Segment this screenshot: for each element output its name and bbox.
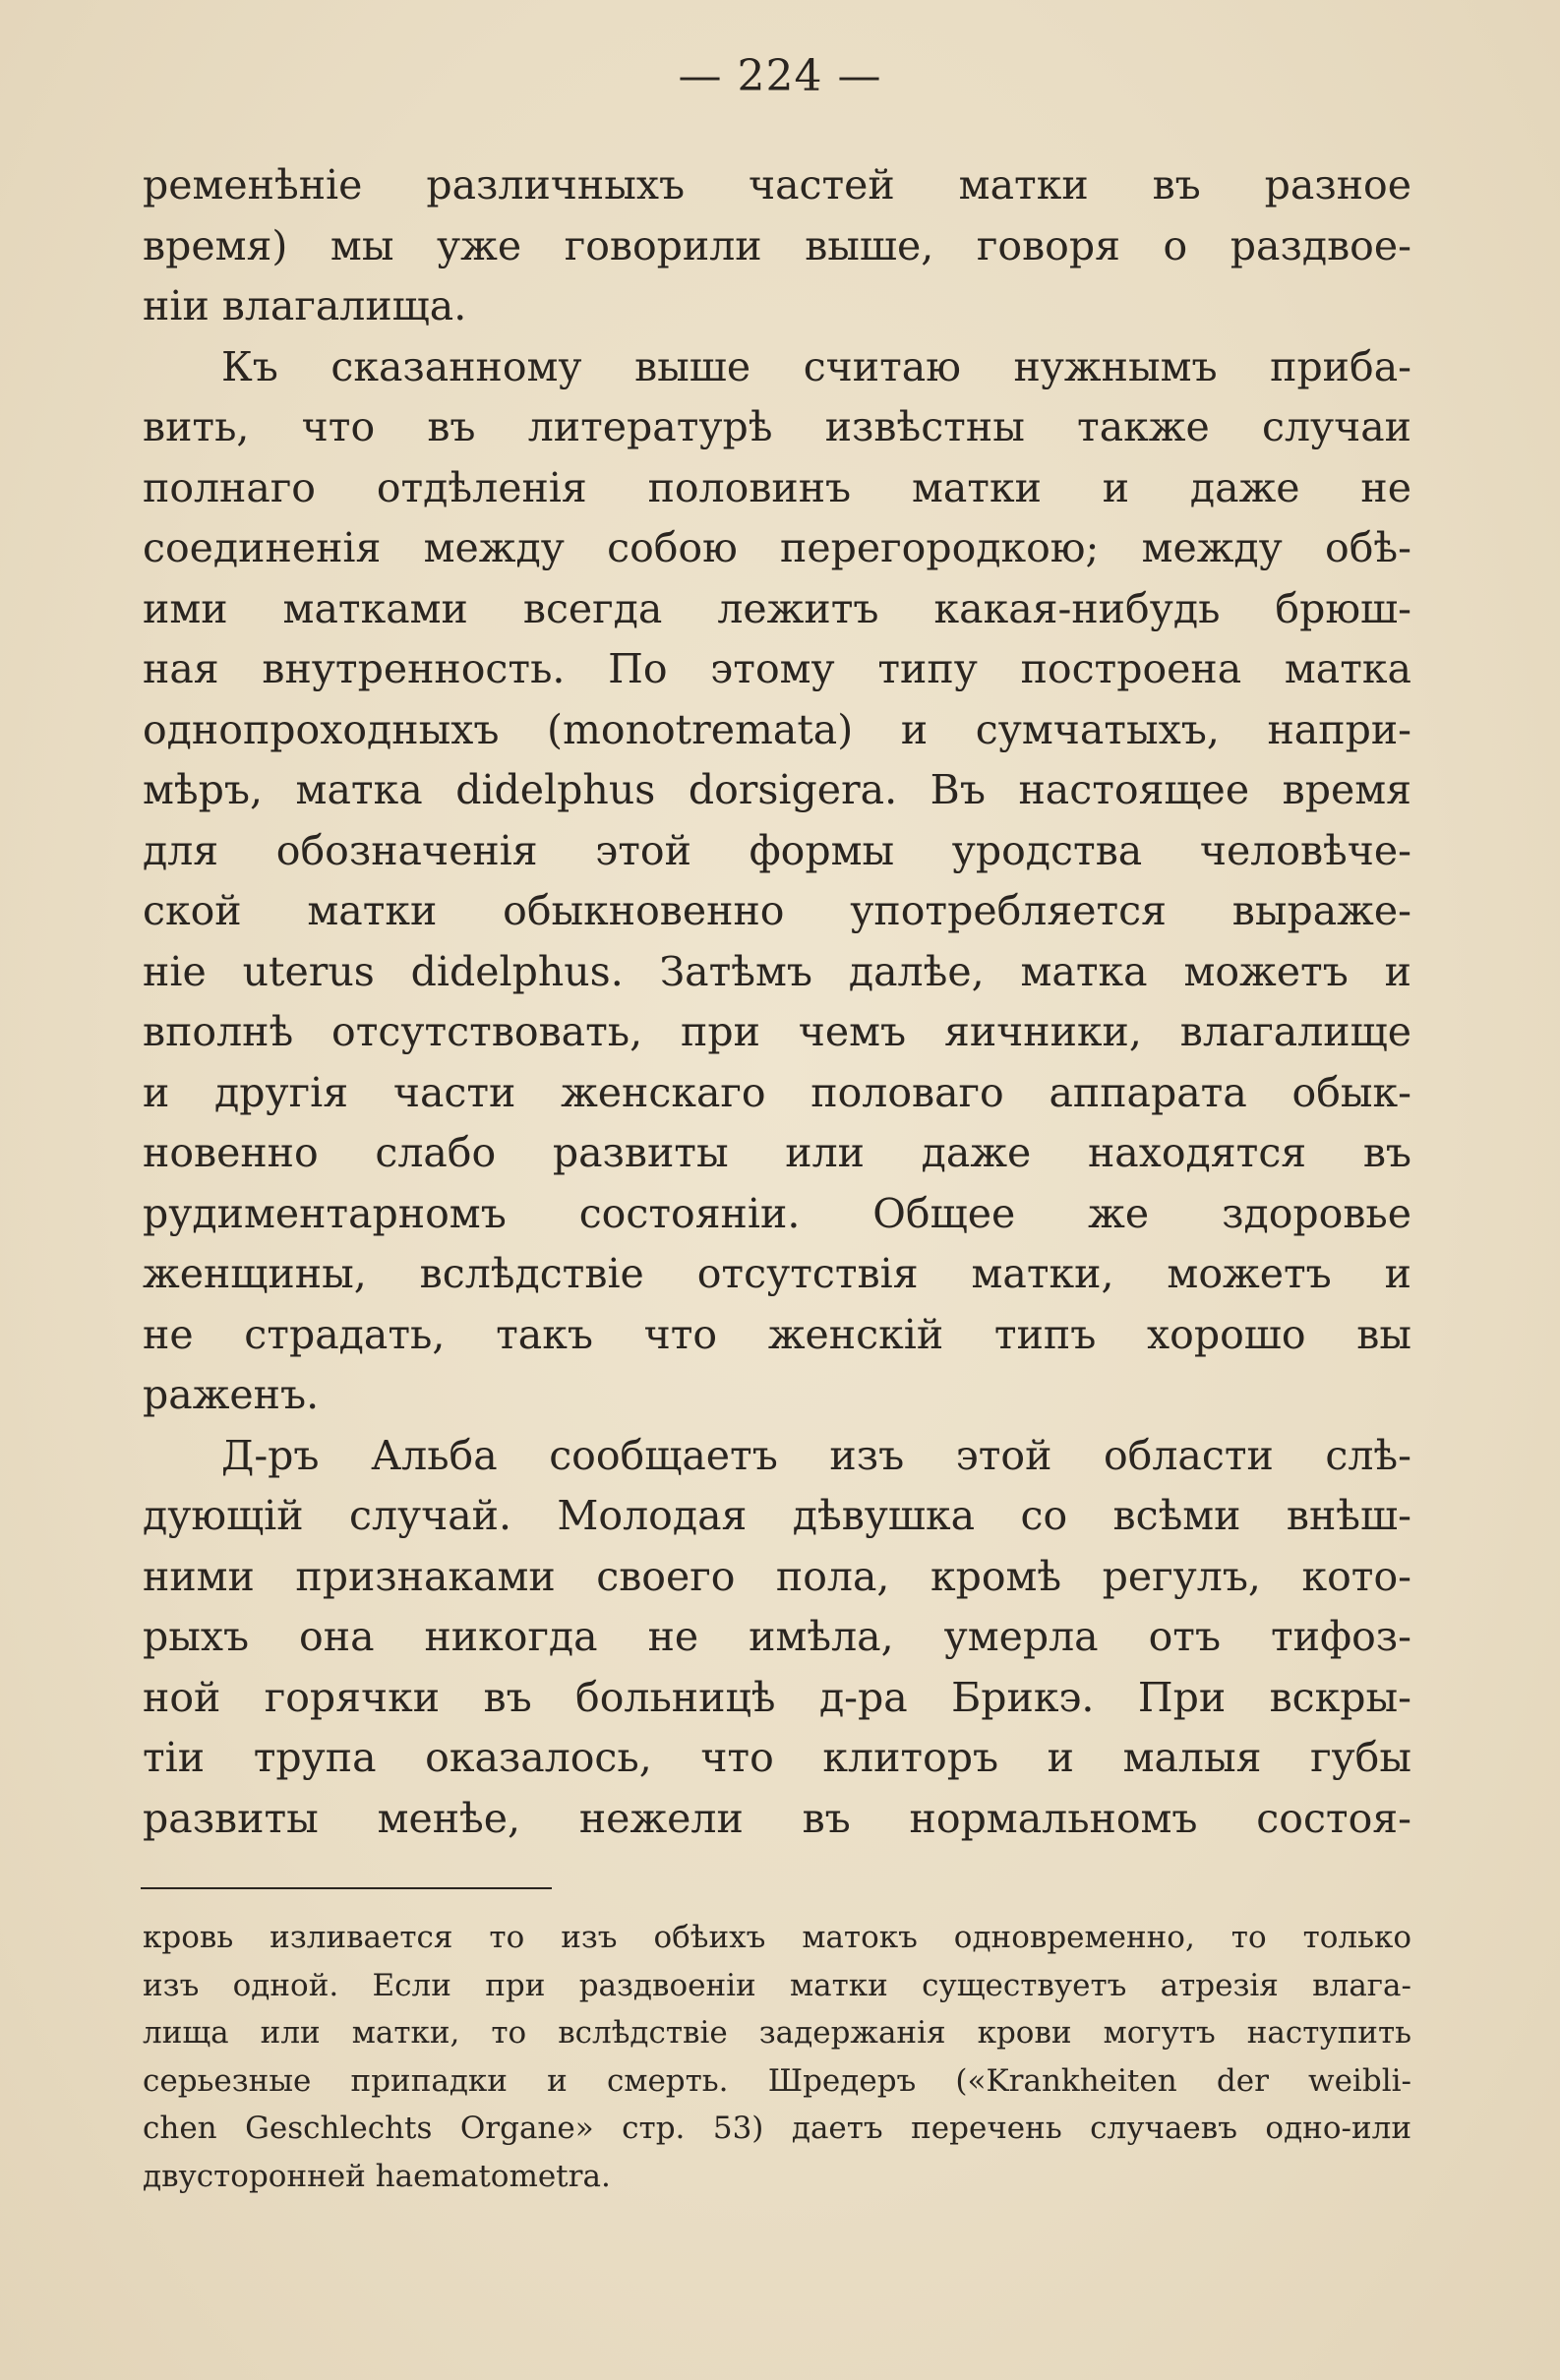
footnote-line: лища или матки, то вслѣдствіе задержанія крови могутъ наступить: [143, 2015, 1411, 2051]
text-line: соединенія между собою перегородкою; между обѣ-: [143, 524, 1411, 571]
text-line: тіи трупа оказалось, что клиторъ и малыя губы: [143, 1734, 1411, 1781]
footnote-line: двусторонней haematometra.: [143, 2158, 611, 2194]
text-line: ная внутренность. По этому типу построена матка: [143, 645, 1411, 692]
text-line: ной горячки въ больницѣ д-ра Брикэ. При вскры-: [143, 1673, 1411, 1721]
footnote-line: серьезные припадки и смерть. Шредеръ («Krankheiten der weibli-: [143, 2062, 1411, 2099]
text-line: и другія части женскаго половаго аппарата обык-: [143, 1068, 1411, 1116]
text-line: ніи влагалища.: [143, 282, 467, 329]
text-line: однопроходныхъ (monotremata) и сумчатыхъ, напри-: [143, 705, 1411, 753]
page-number: — 224 —: [678, 51, 882, 101]
footnote: [143, 1914, 1411, 2200]
text-line: полнаго отдѣленія половинъ матки и даже не: [143, 463, 1411, 511]
text-line: раженъ.: [143, 1371, 320, 1418]
footnote-line: изъ одной. Если при раздвоеніи матки существуетъ атрезія влага-: [143, 1967, 1411, 2003]
text-line: Д-ръ Альба сообщаетъ изъ этой области слѣ-: [221, 1431, 1411, 1479]
text-line: вить, что въ литературѣ извѣстны также случаи: [143, 403, 1411, 450]
text-line: Къ сказанному выше считаю нужнымъ приба-: [221, 342, 1411, 390]
footnote-divider: [141, 1887, 552, 1889]
text-line: мѣръ, матка didelphus dorsigera. Въ настоящее время: [143, 766, 1411, 813]
text-line: ними признаками своего пола, кромѣ регулъ, кото-: [143, 1552, 1411, 1600]
text-line: ременѣніе различныхъ частей матки въ разное: [143, 161, 1411, 208]
main-text: [143, 155, 1411, 1849]
text-line: женщины, вслѣдствіе отсутствія матки, можетъ и: [143, 1250, 1411, 1297]
text-line: ими матками всегда лежитъ какая-нибудь брюш-: [143, 584, 1411, 632]
text-line: рыхъ она никогда не имѣла, умерла отъ тифоз-: [143, 1613, 1411, 1660]
text-line: дующій случай. Молодая дѣвушка со всѣми внѣш-: [143, 1492, 1411, 1539]
text-line: ніе uterus didelphus. Затѣмъ далѣе, матка можетъ и: [143, 947, 1411, 995]
text-line: развиты менѣе, нежели въ нормальномъ состоя-: [143, 1794, 1411, 1842]
footnote-line: кровь изливается то изъ обѣихъ матокъ одновременно, то только: [143, 1920, 1411, 1955]
text-line: время) мы уже говорили выше, говоря о раздвое-: [143, 221, 1411, 269]
text-line: ской матки обыкновенно употребляется выраже-: [143, 887, 1411, 934]
text-line: рудиментарномъ состояніи. Общее же здоровье: [143, 1189, 1411, 1237]
text-line: новенно слабо развиты или даже находятся въ: [143, 1129, 1411, 1176]
text-line: не страдать, такъ что женскій типъ хорошо вы: [143, 1310, 1411, 1358]
text-line: вполнѣ отсутствовать, при чемъ яичники, влагалище: [143, 1008, 1411, 1055]
text-line: для обозначенія этой формы уродства человѣче-: [143, 826, 1411, 874]
footnote-line: chen Geschlechts Organe» стр. 53) даетъ перечень случаевъ одно-или: [143, 2111, 1411, 2146]
